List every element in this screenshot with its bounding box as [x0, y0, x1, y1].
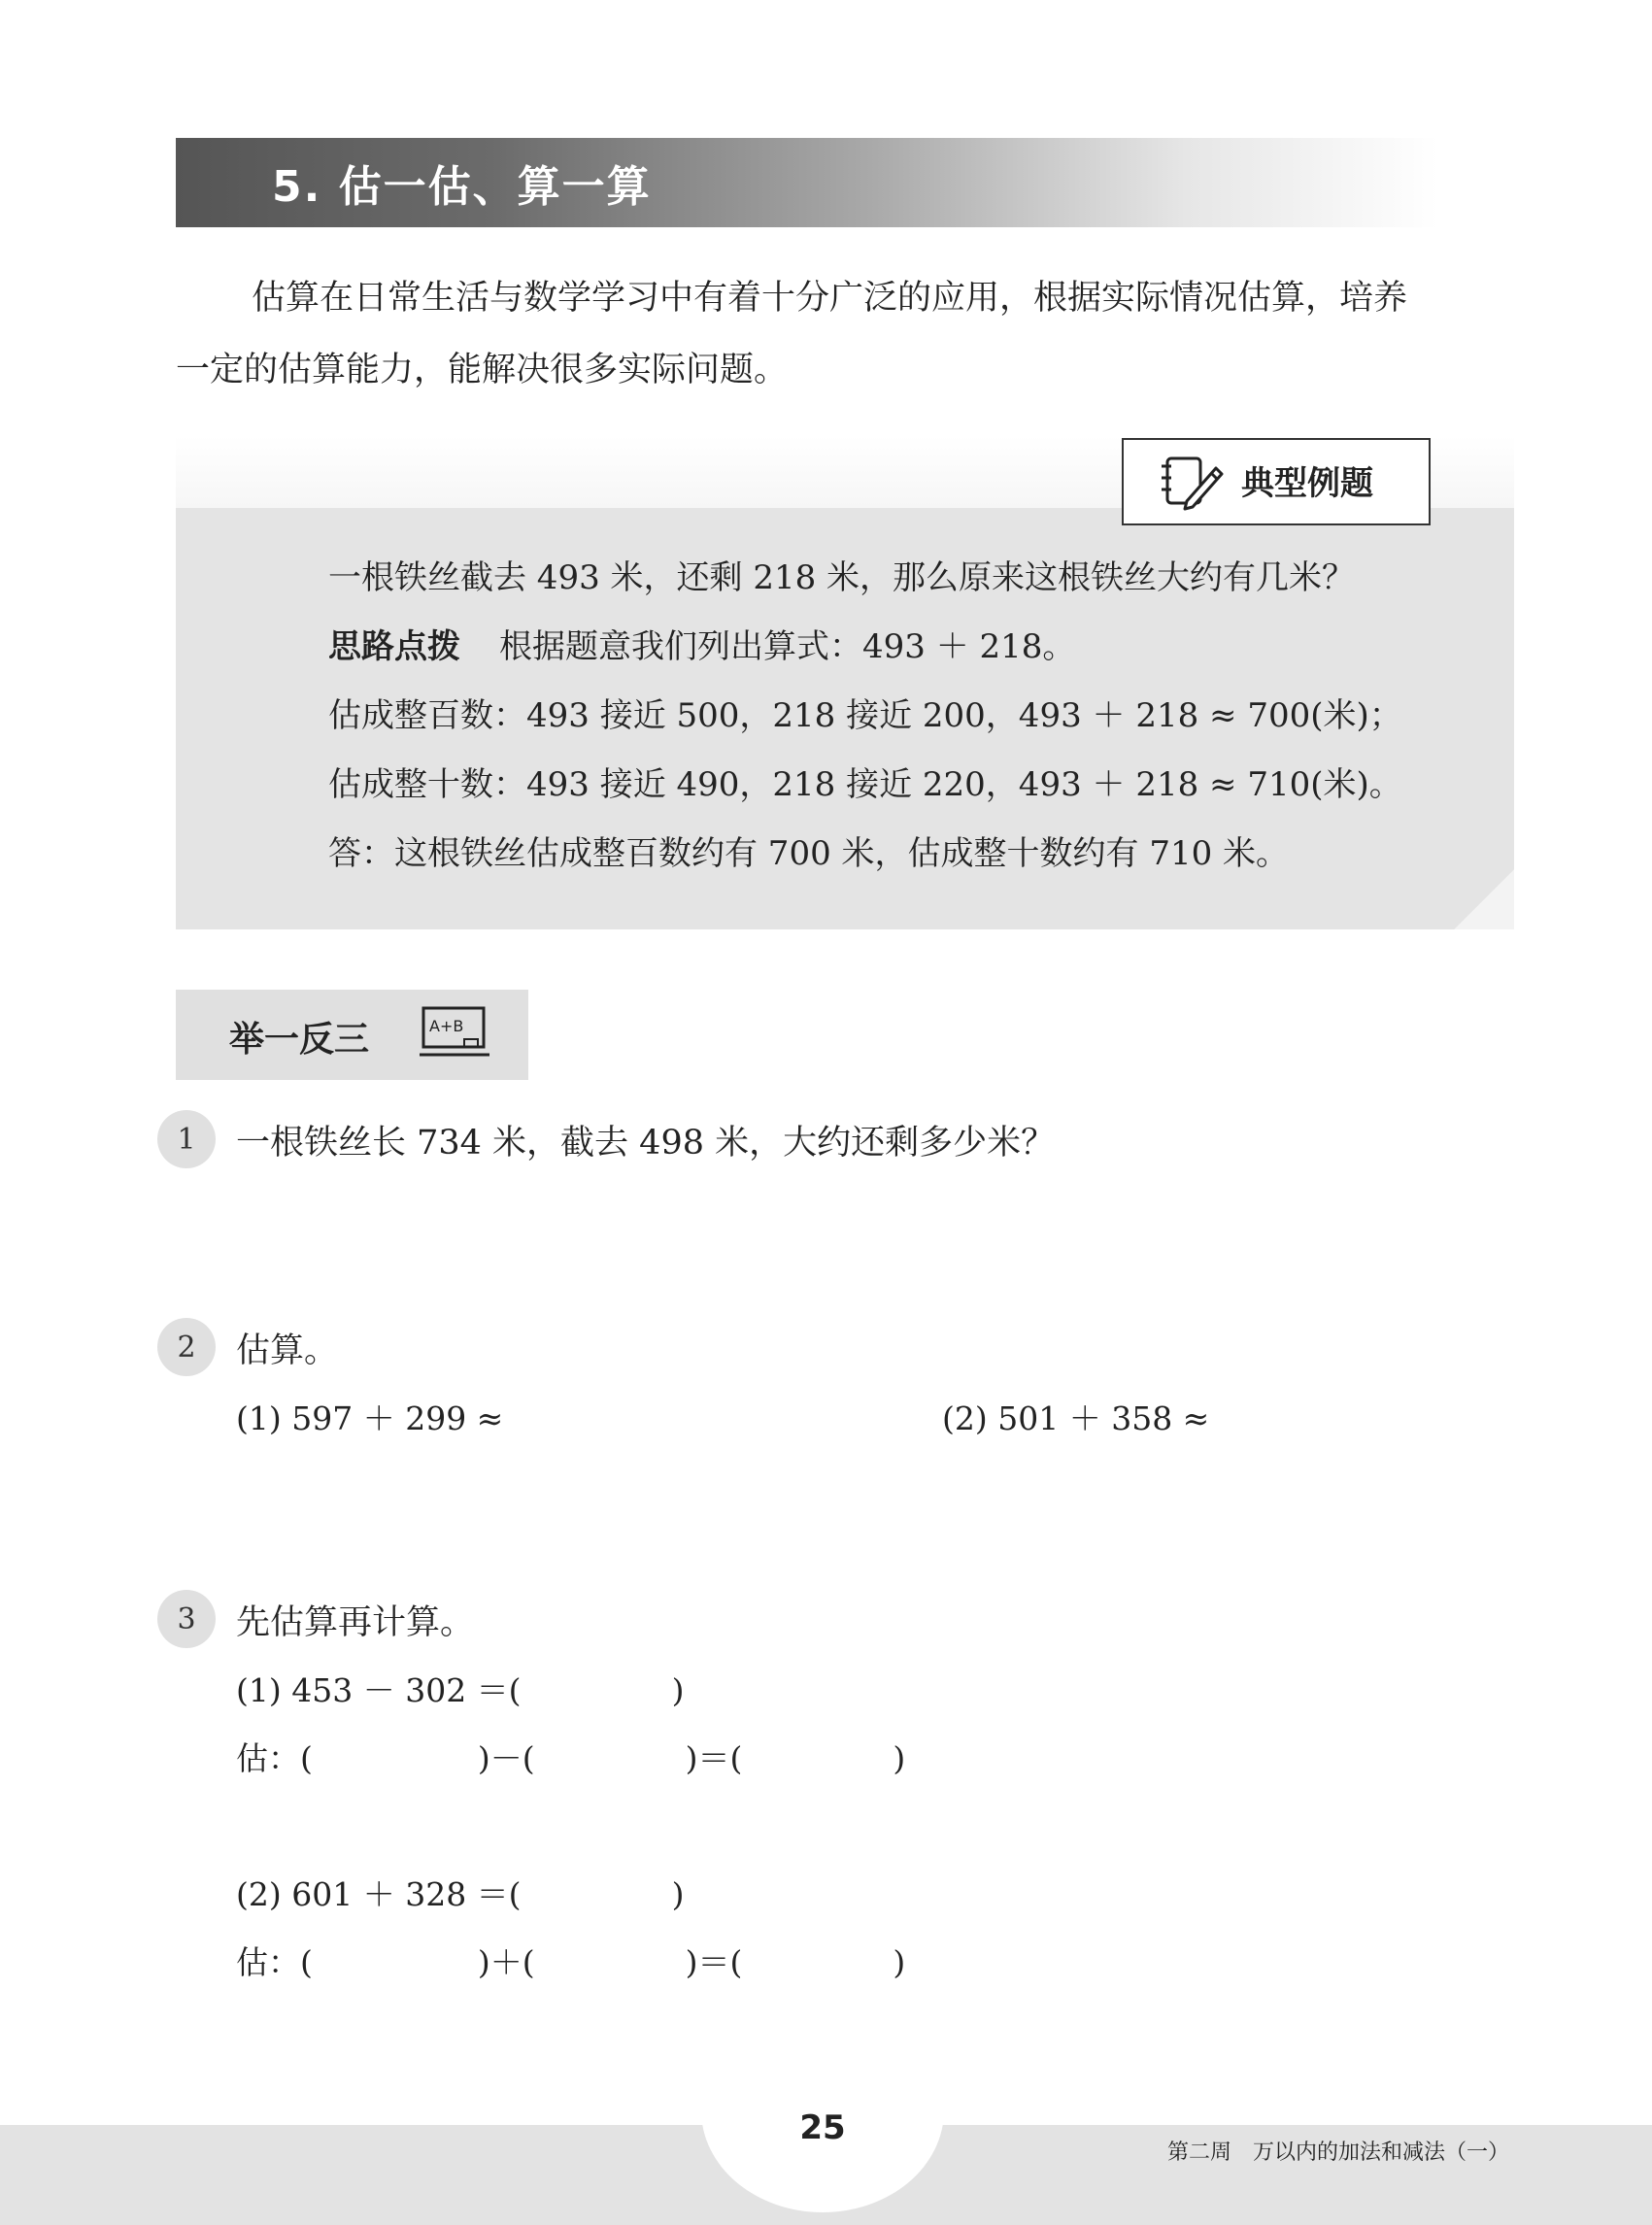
question-number-1: 1 — [157, 1110, 216, 1168]
example-problem: 一根铁丝截去 493 米，还剩 218 米，那么原来这根铁丝大约有几米？ — [328, 558, 1356, 597]
question-2-text: 估算。 — [236, 1332, 339, 1370]
question-number-3: 3 — [157, 1590, 216, 1648]
question-3-sub-2-expr: (2) 601 ＋ 328 ＝( — [236, 1875, 522, 1913]
intro-line-2: 一定的估算能力，能解决很多实际问题。 — [176, 351, 789, 389]
question-3-text: 先估算再计算。 — [236, 1603, 475, 1642]
estimate-label: 估：( — [236, 1943, 313, 1981]
close-paren: ) — [893, 1739, 906, 1777]
blackboard-text: A+B — [429, 1017, 464, 1035]
estimate-label: 估：( — [236, 1739, 313, 1777]
section-title: 5. 估一估、算一算 — [272, 162, 652, 212]
question-number-2: 2 — [157, 1318, 216, 1376]
close-paren: ) — [671, 1875, 685, 1913]
notebook-pencil-icon — [1158, 451, 1226, 513]
intro-paragraph — [176, 262, 1516, 406]
example-hint — [328, 613, 1474, 682]
operator-plus: )＋( — [477, 1943, 535, 1981]
question-3-estimate-1 — [236, 1734, 905, 1779]
operator-equals: )＝( — [685, 1943, 743, 1981]
question-2-sub-2: (2) 501 ＋ 358 ≈ — [942, 1399, 1210, 1437]
blackboard-icon — [420, 1006, 489, 1061]
hint-text: 根据题意我们列出算式：493 ＋ 218。 — [499, 627, 1076, 666]
question-1-text: 一根铁丝长 734 米，截去 498 米，大约还剩多少米？ — [236, 1124, 1056, 1163]
example-answer: 答：这根铁丝估成整百数约有 700 米，估成整十数约有 710 米。 — [328, 834, 1290, 873]
example-estimate-hundreds: 估成整百数：493 接近 500，218 接近 200，493 ＋ 218 ≈ 700(米)； — [328, 696, 1402, 735]
example-label: 典型例题 — [1241, 464, 1373, 503]
close-paren: ) — [893, 1943, 906, 1981]
chapter-title: 第二周 万以内的加法和减法（一） — [1167, 2141, 1510, 2165]
intro-line-1: 估算在日常生活与数学学习中有着十分广泛的应用，根据实际情况估算，培养 — [252, 279, 1408, 318]
question-3-sub-1-expr: (1) 453 － 302 ＝( — [236, 1671, 522, 1709]
example-estimate-tens: 估成整十数：493 接近 490，218 接近 220，493 ＋ 218 ≈ 710(米)。 — [328, 765, 1402, 804]
question-3-sub-1 — [236, 1666, 684, 1711]
question-3-sub-2 — [236, 1870, 684, 1915]
close-paren: ) — [671, 1671, 685, 1709]
operator-minus: )－( — [477, 1739, 535, 1777]
question-2-sub-1: (1) 597 ＋ 299 ≈ — [236, 1399, 504, 1437]
page-number: 25 — [799, 2108, 846, 2147]
hint-label: 思路点拨 — [328, 627, 460, 666]
operator-equals: )＝( — [685, 1739, 743, 1777]
question-3-estimate-2 — [236, 1938, 905, 1983]
example-content — [328, 544, 1474, 889]
practice-title: 举一反三 — [229, 1020, 370, 1060]
